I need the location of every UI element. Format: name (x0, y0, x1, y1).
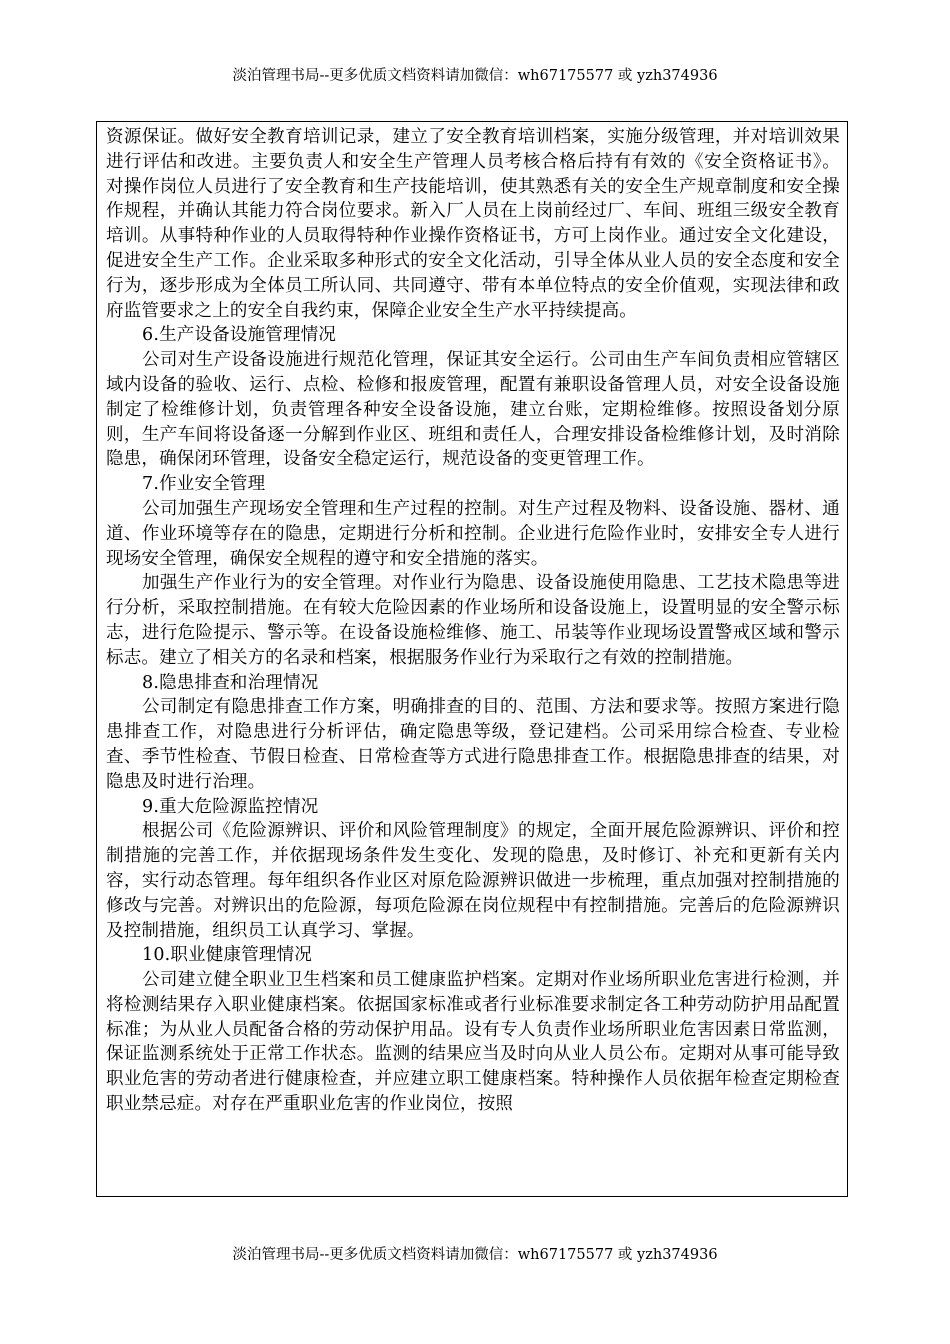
page-footer: 淡泊管理书局--更多优质文档资料请加微信：wh67175577 或 yzh374936 (232, 1247, 718, 1263)
section-heading-9: 9.重大危险源监控情况 (142, 796, 319, 817)
section-heading-7: 7.作业安全管理 (142, 474, 266, 495)
paragraph-occupational-health: 公司建立健全职业卫生档案和员工健康监护档案。定期对作业场所职业危害进行检测，并将检测结果存入职业健康档案。依据国家标准或者行业标准要求制定各工种劳动防护用品配置标准；为从业人员配备合格的劳动保护用品。设有专人负责作业场所职业危害因素日常监测，保证监测系统处于正常工作状态。监测的结果应当及时向从业人员公布。定期对从事可能导致职业危害的劳动者进行健康检查，并应建立职工健康档案。特种操作人员依据年检查定期检查职业禁忌症。对存在严重职业危害的作业岗位，按照 (106, 970, 840, 1115)
paragraph-operation-a: 公司加强生产现场安全管理和生产过程的控制。对生产过程及物料、设备设施、器材、通道、作业环境等存在的隐患，定期进行分析和控制。企业进行危险作业时，安排安全专人进行现场安全管理，确保安全规程的遵守和安全措施的落实。 (106, 498, 840, 569)
paragraph-equipment: 公司对生产设备设施进行规范化管理，保证其安全运行。公司由生产车间负责相应管辖区域内设备的验收、运行、点检、检修和报废管理，配置有兼职设备管理人员，对安全设备设施制定了检维修计划，负责管理各种安全设备设施，建立台账，定期检维修。按照设备划分原则，生产车间将设备逐一分解到作业区、班组和责任人，合理安排设备检维修计划，及时消除隐患，确保闭环管理，设备安全稳定运行，规范设备的变更管理工作。 (106, 350, 840, 470)
section-heading-10: 10.职业健康管理情况 (142, 945, 313, 966)
paragraph-hazard-check: 公司制定有隐患排查工作方案，明确排查的目的、范围、方法和要求等。按照方案进行隐患排查工作，对隐患进行分析评估，确定隐患等级，登记建档。公司采用综合检查、专业检查、季节性检查、节假日检查、日常检查等方式进行隐患排查工作。根据隐患排查的结果，对隐患及时进行治理。 (106, 697, 840, 792)
paragraph-training: 资源保证。做好安全教育培训记录，建立了安全教育培训档案，实施分级管理，并对培训效果进行评估和改进。主要负责人和安全生产管理人员考核合格后持有有效的《安全资格证书》。对操作岗位人员进行了安全教育和生产技能培训，使其熟悉有关的安全生产规章制度和安全操作规程，并确认其能力符合岗位要求。新入厂人员在上岗前经过厂、车间、班组三级安全教育培训。从事特种作业的人员取得特种作业操作资格证书，方可上岗作业。通过安全文化建设，促进安全生产工作。企业采取多种形式的安全文化活动，引导全体从业人员的安全态度和安全行为，逐步形成为全体员工所认同、共同遵守、带有本单位特点的安全价值观，实现法律和政府监管要求之上的安全自我约束，保障企业安全生产水平持续提高。 (106, 127, 840, 321)
section-heading-6: 6.生产设备设施管理情况 (142, 325, 337, 346)
page-header: 淡泊管理书局--更多优质文档资料请加微信：wh67175577 或 yzh374936 (232, 68, 718, 84)
section-heading-8: 8.隐患排查和治理情况 (142, 672, 319, 693)
document-body (106, 125, 840, 1117)
paragraph-hazard-source: 根据公司《危险源辨识、评价和风险管理制度》的规定，全面开展危险源辨识、评价和控制措施的完善工作，并依据现场条件发生变化、发现的隐患，及时修订、补充和更新有关内容，实行动态管理。每年组织各作业区对原危险源辨识做进一步梳理，重点加强对控制措施的修改与完善。对辨识出的危险源，每项危险源在岗位规程中有控制措施。完善后的危险源辨识及控制措施，组织员工认真学习、掌握。 (106, 821, 840, 941)
content-frame (96, 121, 848, 1197)
paragraph-operation-b: 加强生产作业行为的安全管理。对作业行为隐患、设备设施使用隐患、工艺技术隐患等进行分析，采取控制措施。在有较大危险因素的作业场所和设备设施上，设置明显的安全警示标志，进行危险提示、警示等。在设备设施检维修、施工、吊装等作业现场设置警戒区域和警示标志。建立了相关方的名录和档案，根据服务作业行为采取行之有效的控制措施。 (106, 573, 840, 668)
